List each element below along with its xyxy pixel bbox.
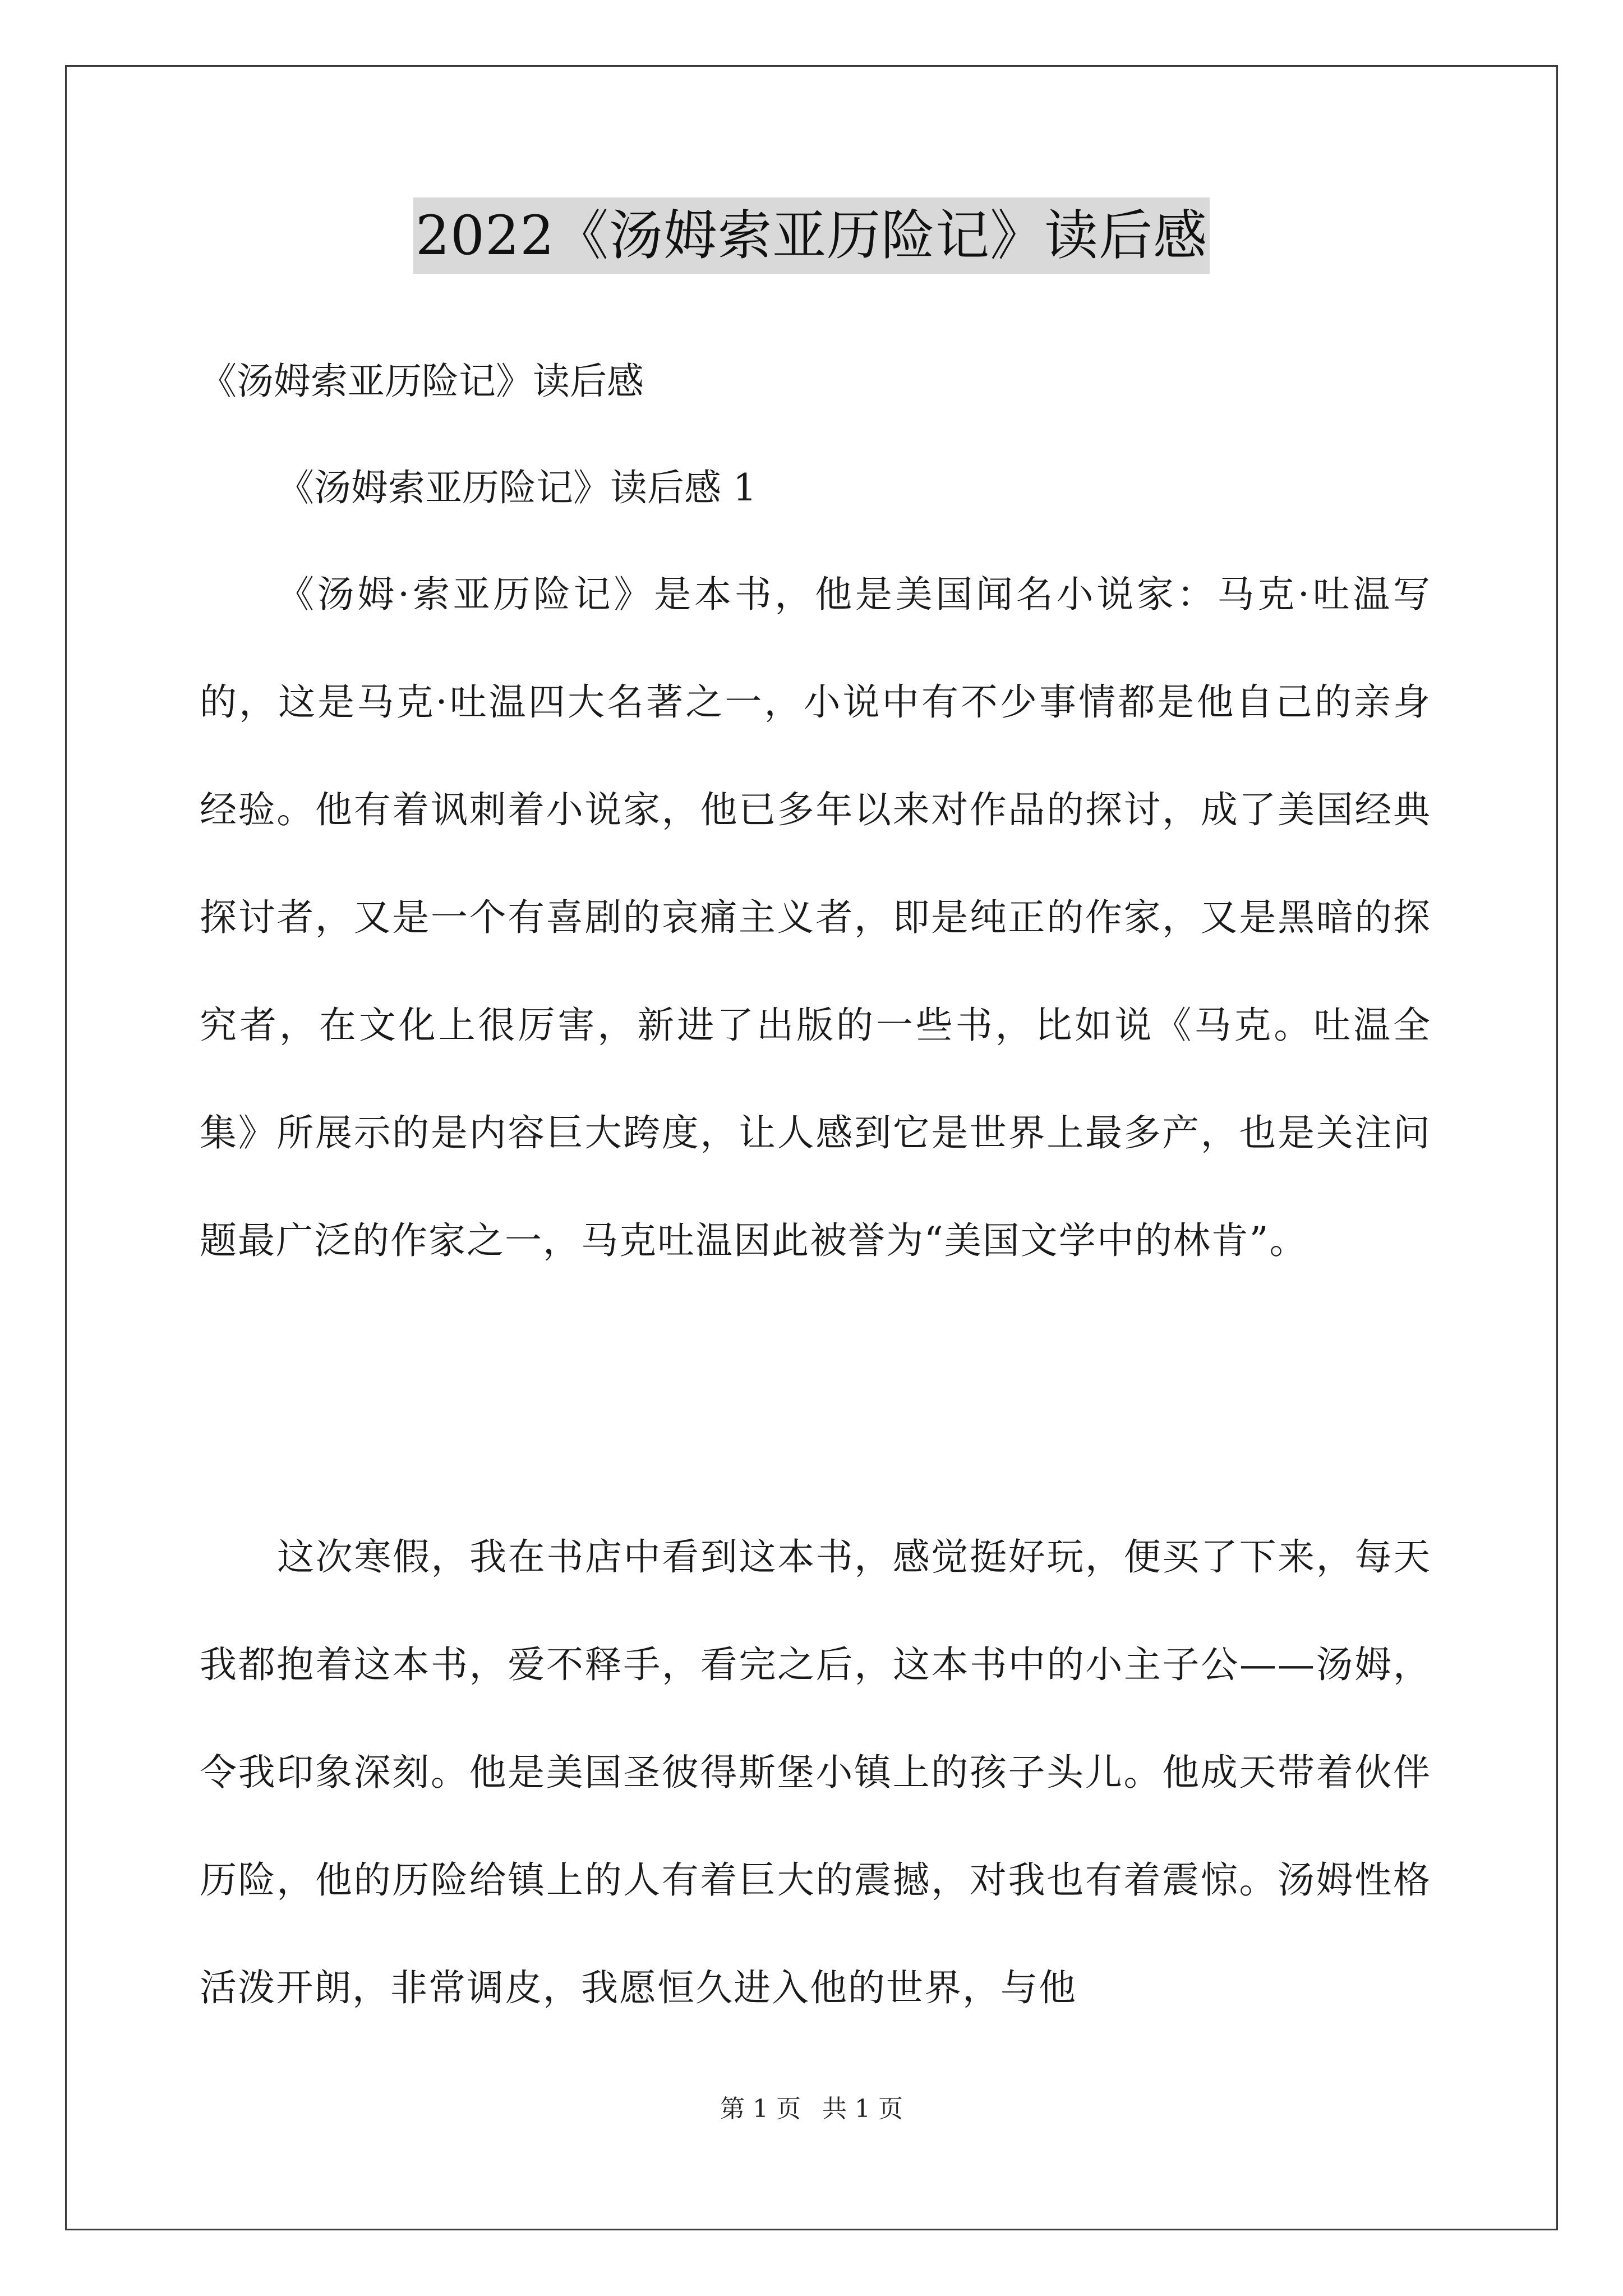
title-container xyxy=(0,197,1623,274)
paragraph-1: 《汤姆·索亚历险记》是本书，他是美国闻名小说家：马克·吐温写的，这是马克·吐温四大名著之一，小说中有不少事情都是他自己的亲身经验。他有着讽刺着小说家，他已多年以来对作品的探讨，成了美国经典探讨者，又是一个有喜剧的哀痛主义者，即是纯正的作家，又是黑暗的探究者，在文化上很厉害，新进了出版的一些书，比如说《马克。吐温全集》所展示的是内容巨大跨度，让人感到它是世界上最多产，也是关注问题最广泛的作家之一，马克吐温因此被誉为“美国文学中的林肯”。 xyxy=(200,573,1431,1262)
page-total: 共 1 页 xyxy=(822,2095,903,2123)
document-title: 2022《汤姆索亚历险记》读后感 xyxy=(413,197,1210,274)
page-number: 第 1 页 xyxy=(720,2095,801,2123)
page-footer xyxy=(0,2092,1623,2126)
paragraph-2: 这次寒假，我在书店中看到这本书，感觉挺好玩，便买了下来，每天我都抱着这本书，爱不释手，看完之后，这本书中的小主子公——汤姆，令我印象深刻。他是美国圣彼得斯堡小镇上的孩子头儿。他成天带着伙伴历险，他的历险给镇上的人有着巨大的震撼，对我也有着震惊。汤姆性格活泼开朗，非常调皮，我愿恒久进入他的世界，与他 xyxy=(200,1535,1431,2009)
document-subtitle: 《汤姆索亚历险记》读后感 xyxy=(200,360,644,403)
section-heading: 《汤姆索亚历险记》读后感 1 xyxy=(277,466,757,509)
